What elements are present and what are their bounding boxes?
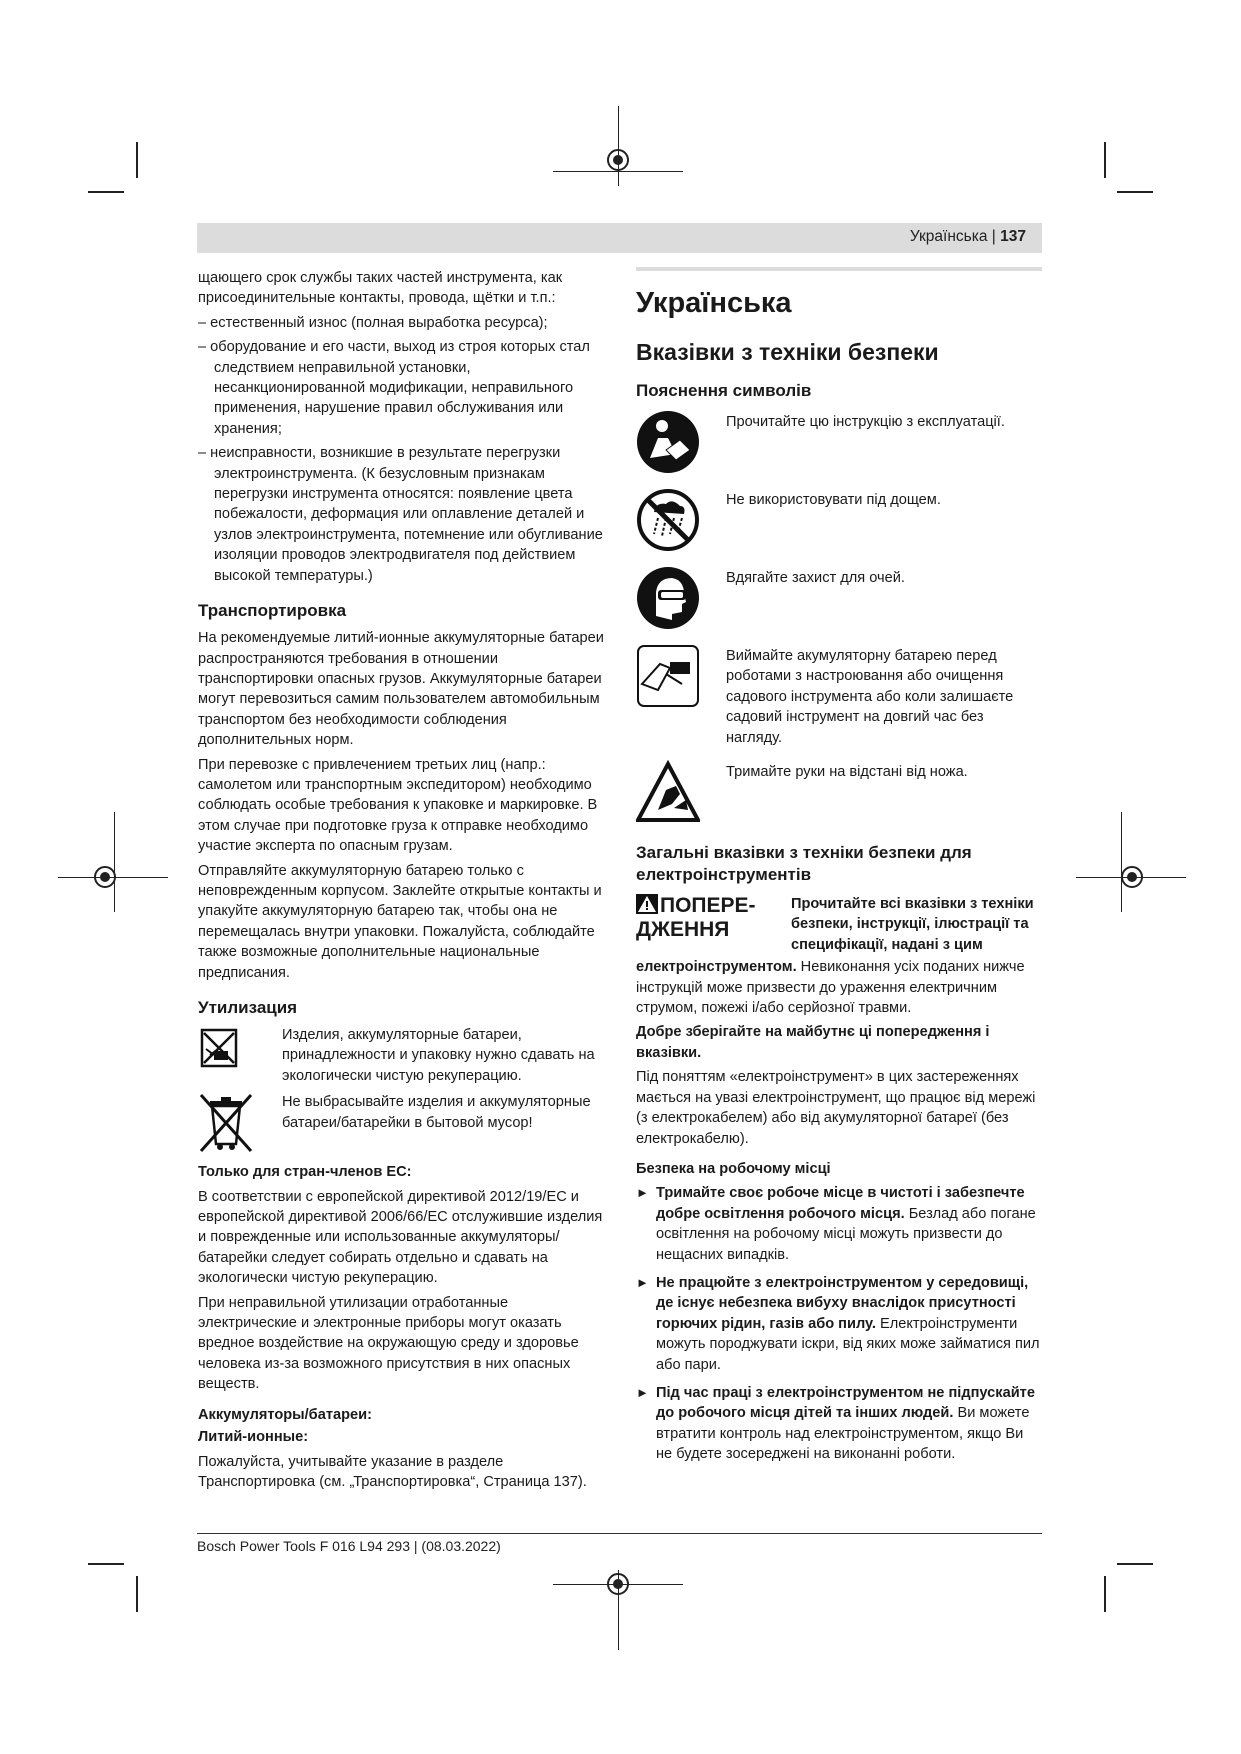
bullet-arrow-icon: ► xyxy=(636,1274,649,1290)
term-paragraph: Під поняттям «електроінструмент» в цих застереженнях мається на увазі електроінструмент, що працює від мережі (з електрокабелем) або від акумуляторної батареї (без електрокабелю). xyxy=(636,1069,1036,1147)
crossed-bin-icon xyxy=(198,1092,256,1144)
bullet-rest: Ви можете втратити контроль над електроінструментом, якщо Ви не будете зосереджені на виконанні роботи. xyxy=(656,1405,1030,1463)
header-language: Українська xyxy=(909,228,988,245)
page-number: 137 xyxy=(1000,228,1026,245)
symbol-row xyxy=(636,488,1042,554)
symbol-text: Виймайте акумуляторну батарею перед роботами з настроювання або очищення садового інструмента або коли залишаєте садовий інструмент на довгий час без нагляду. xyxy=(726,648,1014,746)
symbol-row xyxy=(636,760,1042,826)
intro-text: щающего срок службы таких частей инструмента, как присоединительные контакты, провода, щётки и т.п.: xyxy=(198,270,563,307)
symbol-text: Вдягайте захист для очей. xyxy=(726,570,905,586)
bullet-bold: Не працюйте з електроінструментом у середовищі, де існує небезпека вибуху внаслідок присутності горючих рідин, газів або пилу. xyxy=(656,1274,1029,1332)
page-header xyxy=(197,223,1042,253)
warning-label xyxy=(636,894,791,955)
bullet-bold: Під час праці з електроінструментом не підпускайте до робочого місця дітей та інших людей. xyxy=(656,1384,1035,1422)
warning-bold-cont: електроінструментом. xyxy=(636,959,797,976)
liion-heading: Литий-ионные: xyxy=(198,1429,309,1446)
footer-rule xyxy=(197,1533,1042,1534)
batteries-heading: Аккумуляторы/батареи: xyxy=(198,1406,372,1423)
transport-paragraph: Отправляйте аккумуляторную батарею только с неповрежденным корпусом. Заклейте открытые контакты и упакуйте аккумуляторную батарею так, чтобы она не перемещалась внутри упаковки. Пожалуйста, соблюдайте также возможные дополнительные национальные предписания. xyxy=(198,862,602,981)
eu-paragraph: В соответствии с европейской директивой 2012/19/EC и европейской директивой 2006/66/EC отслужившие изделия и поврежденные или использованные аккумуляторы/батарейки следует собирать отдельно и сдавать на экологически чистую рекуперацию. xyxy=(198,1188,603,1287)
general-safety-heading: Загальні вказівки з техніки безпеки для електроінструментів xyxy=(636,843,972,885)
header-separator: | xyxy=(991,228,996,245)
registration-line xyxy=(618,106,619,186)
blade-hazard-icon xyxy=(636,760,702,826)
no-rain-icon xyxy=(636,488,702,554)
symbol-text: Прочитайте цю інструкцію з експлуатації. xyxy=(726,414,1005,430)
safety-bullet xyxy=(636,1383,1042,1465)
registration-mark-icon xyxy=(607,1573,629,1595)
transport-paragraph: На рекомендуемые литий-ионные аккумуляторные батареи распространяются требования в отношении транспортировки опасных грузов. Аккумуляторные батареи могут перевозиться самим пользователем автомобильным транспортом без необходимости соблюдения дополнительных норм. xyxy=(198,630,604,749)
read-manual-icon xyxy=(636,410,702,476)
warning-label-line2: ДЖЕННЯ xyxy=(636,918,730,942)
warning-rest: Невиконання усіх поданих нижче інструкцій може призвести до ураження електричним струмом, пожежі і/або серйозної травми. xyxy=(636,959,1025,1017)
safety-bullet xyxy=(636,1183,1042,1265)
symbol-text: Не використовувати під дощем. xyxy=(726,492,941,508)
header-text xyxy=(910,228,1026,246)
bullet-arrow-icon: ► xyxy=(636,1384,649,1400)
warning-text xyxy=(636,957,1042,1018)
recycling-box-icon xyxy=(198,1025,256,1077)
right-column xyxy=(636,272,1042,1473)
registration-mark-icon xyxy=(607,149,629,171)
eye-protection-icon xyxy=(636,566,702,632)
list-item: – естественный износ (полная выработка ресурса); xyxy=(198,314,548,331)
list-item: – оборудование и его части, выход из строя которых стал следствием неправильной установки, несанкционированной модификации, неправильного применения, нарушение правил обслуживания или хранения; xyxy=(198,339,590,437)
warning-bold: Прочитайте всі вказівки з техніки безпеки, інструкції, ілюстрації та специфікації, надані з цим xyxy=(791,896,1034,953)
warning-block xyxy=(636,894,1042,955)
safety-heading: Вказівки з техніки безпеки xyxy=(636,339,939,365)
left-column xyxy=(198,268,606,1496)
transport-paragraph: При перевозке с привлечением третьих лиц (напр.: самолетом или транспортным экспедитором) необходимо соблюдать особые требования к упаковке и маркировке. В этом случае при подготовке груза к отправке необходимо участие эксперта по опасным грузам. xyxy=(198,756,598,855)
remove-battery-icon xyxy=(636,644,702,710)
bullet-rest: Безлад або погане освітлення на робочому місці можуть призвести до нещасних випадків. xyxy=(656,1205,1036,1263)
eu-paragraph: При неправильной утилизации отработанные электрические и электронные приборы могут оказать вредное воздействие на окружающую среду и здоровье человека из-за возможного присутствия в них опасных веществ. xyxy=(198,1294,579,1393)
footer-text: Bosch Power Tools F 016 L94 293 | (08.03.2022) xyxy=(197,1538,501,1554)
disposal-heading: Утилизация xyxy=(198,998,298,1017)
crop-mark xyxy=(1104,1576,1106,1612)
workplace-heading: Безпека на робочому місці xyxy=(636,1160,831,1177)
keep-instructions xyxy=(636,1022,1042,1063)
symbol-row xyxy=(636,566,1042,632)
keep-bold: Добре зберігайте на майбутнє ці попередження і вказівки. xyxy=(636,1024,990,1061)
crop-mark xyxy=(1117,191,1153,193)
disposal-item xyxy=(198,1025,606,1086)
warning-icon xyxy=(636,894,658,914)
crop-mark xyxy=(88,191,124,193)
disposal-item xyxy=(198,1092,606,1144)
crop-mark xyxy=(88,1563,124,1565)
registration-line xyxy=(114,812,115,912)
symbols-heading: Пояснення символів xyxy=(636,381,812,400)
warning-label-line1: ПОПЕРЕ- xyxy=(660,894,756,918)
liion-paragraph: Пожалуйста, учитывайте указание в разделе Транспортировка (см. „Транспортировка“, Страница 137). xyxy=(198,1453,587,1490)
crop-mark xyxy=(136,142,138,178)
transport-heading: Транспортировка xyxy=(198,601,347,621)
symbol-row xyxy=(636,644,1042,748)
section-rule xyxy=(636,267,1042,271)
language-title: Українська xyxy=(636,287,792,319)
list-item: – неисправности, возникшие в результате перегрузки электроинструмента. (К безусловным признакам перегрузки инструмента относятся: появление цвета побежалости, деформация или оплавление деталей и узлов электроинструмента, потемнение или обугливание изоляции проводов электродвигателя под действием высокой температуры.) xyxy=(198,445,603,584)
crop-mark xyxy=(136,1576,138,1612)
disposal-text: Не выбрасывайте изделия и аккумуляторные батареи/батарейки в бытовой мусор! xyxy=(282,1094,591,1131)
safety-bullet xyxy=(636,1273,1042,1375)
bullet-bold: Тримайте своє робоче місце в чистоті і забезпечте добре освітлення робочого місця. xyxy=(656,1185,1025,1222)
crop-mark xyxy=(1104,142,1106,178)
symbol-text: Тримайте руки на відстані від ножа. xyxy=(726,764,968,781)
registration-mark-icon xyxy=(1121,866,1143,888)
symbol-row xyxy=(636,410,1042,476)
bullet-rest: Електроінструменти можуть породжувати іскри, від яких може займатися пил або пари. xyxy=(656,1315,1040,1373)
registration-line xyxy=(1121,812,1122,912)
crop-mark xyxy=(1117,1563,1153,1565)
bullet-arrow-icon: ► xyxy=(636,1185,649,1201)
disposal-text: Изделия, аккумуляторные батареи, принадлежности и упаковку нужно сдавать на экологически чистую рекуперацию. xyxy=(282,1027,595,1084)
eu-heading: Только для стран-членов ЕС: xyxy=(198,1164,412,1181)
registration-mark-icon xyxy=(94,866,116,888)
